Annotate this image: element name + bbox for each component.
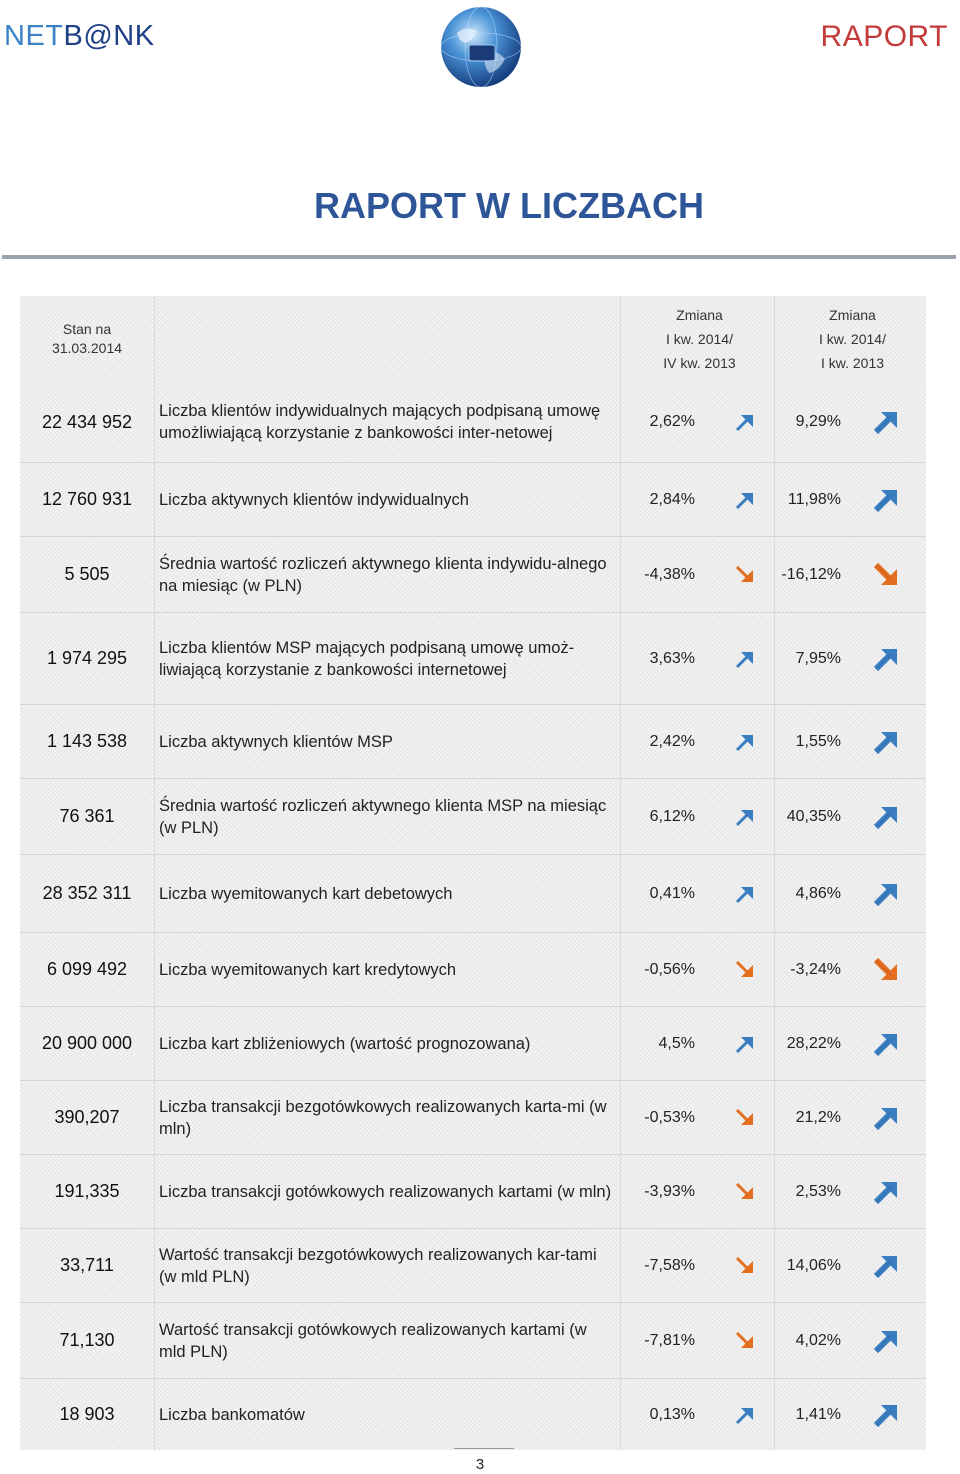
arrow-up-right-icon <box>735 807 755 827</box>
header-change-year-line1: Zmiana <box>829 307 876 323</box>
table-row <box>20 1080 926 1154</box>
row-change-quarter-value: -0,56% <box>644 960 695 978</box>
table-row <box>20 382 926 462</box>
row-change-year-value: -16,12% <box>781 565 841 583</box>
row-change-year-value: 11,98% <box>787 490 841 508</box>
row-change-quarter <box>625 855 775 932</box>
table-body <box>20 382 926 1450</box>
row-description <box>159 463 621 536</box>
page-title: RAPORT W LICZBACH <box>314 185 704 226</box>
row-description <box>159 1229 621 1302</box>
header-change-year-line2: I kw. 2014/ <box>819 331 886 347</box>
arrow-up-right-icon <box>873 409 899 435</box>
row-change-year-value: 14,06% <box>786 1256 841 1274</box>
row-change-quarter <box>625 933 775 1006</box>
row-change-year <box>779 1081 926 1154</box>
stats-table <box>20 296 926 1450</box>
row-change-quarter-value: 2,42% <box>649 732 695 750</box>
arrow-up-right-icon <box>873 881 899 907</box>
table-row <box>20 536 926 612</box>
row-description <box>159 537 621 612</box>
row-change-year <box>779 933 926 1006</box>
row-value-text: 18 903 <box>59 1404 115 1424</box>
row-change-quarter-value: -4,38% <box>644 565 695 583</box>
row-change-quarter <box>625 1229 775 1302</box>
arrow-down-right-icon <box>735 1182 755 1202</box>
table-row <box>20 1154 926 1228</box>
row-change-quarter <box>625 537 775 612</box>
row-value <box>20 1081 155 1154</box>
row-value <box>20 1007 155 1080</box>
row-change-quarter <box>625 779 775 854</box>
header-as-of <box>20 296 155 382</box>
row-value-text: 5 505 <box>64 564 110 584</box>
row-change-quarter-value: 4,5% <box>658 1034 695 1052</box>
arrow-up-right-icon <box>873 487 899 513</box>
row-change-year <box>779 537 926 612</box>
arrow-down-right-icon <box>735 1256 755 1276</box>
row-value-text: 6 099 492 <box>46 959 128 979</box>
row-change-year <box>779 1007 926 1080</box>
row-value-text: 28 352 311 <box>42 883 132 903</box>
report-tag: RAPORT <box>820 20 948 53</box>
arrow-up-right-icon <box>873 729 899 755</box>
row-description-text: Liczba klientów MSP mających podpisaną umowę umoż-liwiającą korzystanie z bankowości internetowej <box>159 638 575 679</box>
row-description <box>159 933 621 1006</box>
arrow-up-right-icon <box>873 804 899 830</box>
row-description-text: Wartość transakcji gotówkowych realizowanych kartami (w mld PLN) <box>159 1320 587 1361</box>
row-value <box>20 1229 155 1302</box>
row-change-quarter <box>625 382 775 462</box>
arrow-up-right-icon <box>873 1031 899 1057</box>
row-change-year-value: 40,35% <box>786 807 841 825</box>
row-description-text: Średnia wartość rozliczeń aktywnego klienta indywidu-alnego na miesiąc (w PLN) <box>159 554 607 595</box>
row-change-year-value: 21,2% <box>795 1108 841 1126</box>
arrow-up-right-icon <box>735 649 755 669</box>
row-description <box>159 1081 621 1154</box>
arrow-up-right-icon <box>735 732 755 752</box>
netbank-logo <box>4 20 155 53</box>
arrow-up-right-icon <box>873 1105 899 1131</box>
arrow-up-right-icon <box>873 646 899 672</box>
header-change-quarter <box>625 296 775 382</box>
row-value <box>20 779 155 854</box>
arrow-up-right-icon <box>873 1253 899 1279</box>
header-change-quarter-line3: IV kw. 2013 <box>663 355 736 371</box>
table-row <box>20 854 926 932</box>
row-description <box>159 613 621 704</box>
row-description <box>159 1155 621 1228</box>
row-change-quarter-value: -0,53% <box>644 1108 695 1126</box>
row-change-quarter-value: -3,93% <box>644 1182 695 1200</box>
row-description-text: Liczba klientów indywidualnych mających podpisaną umowę umożliwiającą korzystanie z bankowości inter-netowej <box>159 402 601 442</box>
row-change-year-value: 7,95% <box>795 649 841 667</box>
arrow-up-right-icon <box>873 1328 899 1354</box>
row-description-text: Liczba bankomatów <box>159 1405 305 1424</box>
row-value <box>20 1303 155 1378</box>
table-row <box>20 1228 926 1302</box>
header-change-year <box>779 296 926 382</box>
row-change-year <box>779 463 926 536</box>
row-value-text: 33,711 <box>60 1255 114 1275</box>
row-value <box>20 1379 155 1450</box>
row-description <box>159 779 621 854</box>
header-change-quarter-line1: Zmiana <box>676 307 723 323</box>
row-change-year <box>779 613 926 704</box>
row-change-quarter-value: -7,58% <box>644 1256 695 1274</box>
row-description-text: Liczba wyemitowanych kart kredytowych <box>159 960 457 979</box>
row-change-year <box>779 779 926 854</box>
row-change-quarter-value: 3,63% <box>649 649 695 667</box>
page-number-rule <box>454 1448 514 1449</box>
row-change-quarter-value: 0,41% <box>649 884 695 902</box>
arrow-up-right-icon <box>873 1179 899 1205</box>
table-row <box>20 1006 926 1080</box>
row-description <box>159 705 621 778</box>
row-change-year <box>779 705 926 778</box>
table-row <box>20 612 926 704</box>
arrow-down-right-icon <box>735 1331 755 1351</box>
arrow-up-right-icon <box>735 1034 755 1054</box>
row-change-quarter <box>625 1379 775 1450</box>
row-value <box>20 613 155 704</box>
row-change-year <box>779 1229 926 1302</box>
arrow-up-right-icon <box>735 884 755 904</box>
header-as-of-line2: 31.03.2014 <box>51 340 123 356</box>
row-change-quarter-value: 2,62% <box>649 413 695 430</box>
page-number: 3 <box>475 1456 485 1473</box>
row-description-text: Średnia wartość rozliczeń aktywnego klienta MSP na miesiąc (w PLN) <box>159 796 607 837</box>
table-row <box>20 778 926 854</box>
header-description <box>159 296 621 382</box>
row-change-year-value: 1,41% <box>795 1405 841 1423</box>
row-change-quarter <box>625 1303 775 1378</box>
row-value-text: 390,207 <box>54 1107 120 1127</box>
row-description <box>159 1007 621 1080</box>
header-change-year-line3: I kw. 2013 <box>820 355 885 371</box>
logo-part1: NET <box>4 20 64 52</box>
arrow-down-right-icon <box>873 957 899 983</box>
row-value <box>20 537 155 612</box>
table-row <box>20 1302 926 1378</box>
table-row <box>20 704 926 778</box>
row-change-year <box>779 1155 926 1228</box>
row-change-year-value: 1,55% <box>795 732 841 750</box>
row-value <box>20 933 155 1006</box>
table-row <box>20 462 926 536</box>
row-change-quarter <box>625 705 775 778</box>
row-value-text: 1 143 538 <box>46 731 128 751</box>
row-description-text: Liczba wyemitowanych kart debetowych <box>159 884 453 903</box>
row-description <box>159 855 621 932</box>
row-change-quarter-value: 0,13% <box>649 1405 695 1423</box>
row-value <box>20 855 155 932</box>
row-change-year <box>779 855 926 932</box>
row-description-text: Liczba transakcji bezgotówkowych realizowanych karta-mi (w mln) <box>159 1097 607 1138</box>
row-value-text: 12 760 931 <box>41 489 133 509</box>
row-value <box>20 1155 155 1228</box>
row-description-text: Liczba aktywnych klientów MSP <box>159 732 393 751</box>
row-change-year-value: 4,02% <box>795 1331 841 1349</box>
row-change-year <box>779 1379 926 1450</box>
header-as-of-line1: Stan na <box>62 321 112 337</box>
row-change-quarter <box>625 1081 775 1154</box>
table-row <box>20 1378 926 1450</box>
row-value-text: 20 900 000 <box>41 1033 133 1053</box>
arrow-up-right-icon <box>735 412 755 432</box>
globe-icon <box>439 3 523 91</box>
row-value <box>20 463 155 536</box>
row-change-quarter <box>625 463 775 536</box>
row-change-quarter <box>625 613 775 704</box>
arrow-down-right-icon <box>735 565 755 585</box>
row-change-quarter-value: 6,12% <box>649 807 695 825</box>
arrow-up-right-icon <box>735 490 755 510</box>
arrow-up-right-icon <box>873 1402 899 1428</box>
row-value-text: 191,335 <box>54 1181 120 1201</box>
table-row <box>20 932 926 1006</box>
row-value <box>20 705 155 778</box>
row-change-year-value: 2,53% <box>795 1182 841 1200</box>
row-change-year-value: 28,22% <box>786 1034 841 1052</box>
row-value-text: 76 361 <box>59 806 115 826</box>
arrow-down-right-icon <box>873 562 899 588</box>
row-description <box>159 1379 621 1450</box>
row-change-quarter-value: -7,81% <box>644 1331 695 1349</box>
row-change-quarter <box>625 1007 775 1080</box>
row-value <box>20 382 155 462</box>
row-value-text: 71,130 <box>59 1330 115 1350</box>
row-description-text: Liczba aktywnych klientów indywidualnych <box>159 490 469 509</box>
arrow-down-right-icon <box>735 1108 755 1128</box>
arrow-up-right-icon <box>735 1405 755 1425</box>
row-change-year-value: -3,24% <box>790 960 841 978</box>
row-description-text: Wartość transakcji bezgotówkowych realizowanych kar-tami (w mld PLN) <box>159 1245 597 1286</box>
row-change-year-value: 9,29% <box>795 413 841 430</box>
row-change-year-value: 4,86% <box>795 884 841 902</box>
row-description <box>159 1303 621 1378</box>
row-description <box>159 382 621 462</box>
table-header-row <box>20 296 926 382</box>
logo-part2: B@NK <box>63 20 155 52</box>
title-divider <box>2 255 956 259</box>
row-change-quarter-value: 2,84% <box>649 490 695 508</box>
row-change-quarter <box>625 1155 775 1228</box>
row-value-text: 22 434 952 <box>41 411 133 432</box>
arrow-down-right-icon <box>735 960 755 980</box>
row-description-text: Liczba transakcji gotówkowych realizowanych kartami (w mln) <box>159 1182 612 1201</box>
row-change-year <box>779 382 926 462</box>
row-description-text: Liczba kart zbliżeniowych (wartość prognozowana) <box>159 1034 531 1053</box>
header-change-quarter-line2: I kw. 2014/ <box>666 331 733 347</box>
row-change-year <box>779 1303 926 1378</box>
row-value-text: 1 974 295 <box>46 648 128 668</box>
